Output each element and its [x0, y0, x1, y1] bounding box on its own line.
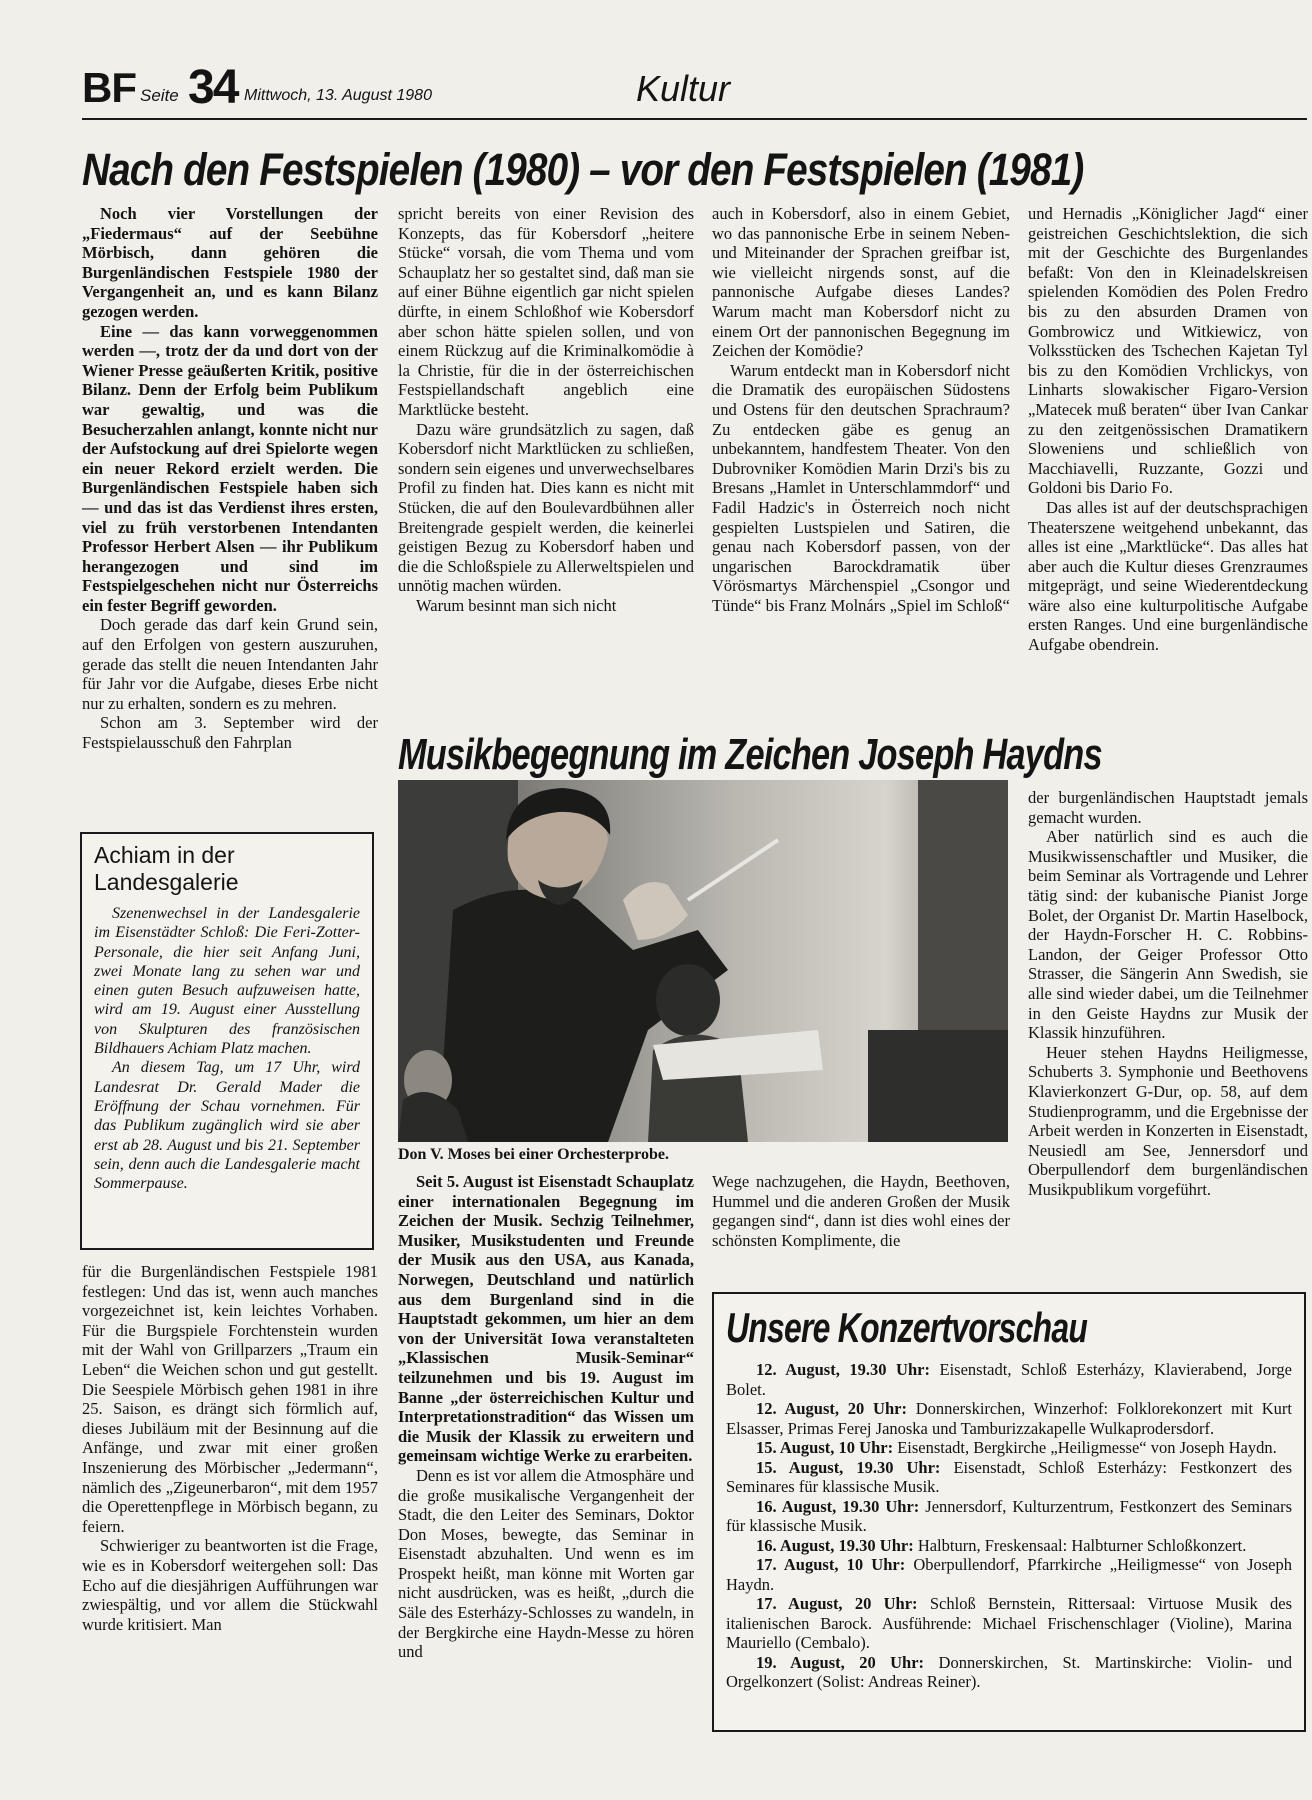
concert-list: [726, 1360, 1292, 1692]
article1-paragraph: Doch gerade das darf kein Grund sein, auf den Erfolgen von gestern auszuruhen, gerade das stellt die neuen Intendanten Jahr für Jahr vor die Aufgabe, dieses Erbe nicht nur zu erhalten, sondern es zu mehren.: [82, 615, 378, 713]
article1-paragraph: Schon am 3. September wird der Festspielausschuß den Fahrplan: [82, 713, 378, 753]
article1-lead2: Eine — das kann vorweggenommen werden —, trotz der da und dort von der Wiener Presse geäußerten Kritik, positive Bilanz. Denn der Erfolg beim Publikum war gewaltig, und was die Besucherzahlen anlangt, konnte nicht nur der Aufstockung auf drei Spielorte wegen ein neuer Rekord erzielt werden. Die Burgenländischen Festspiele haben sich — und das ist das Verdienst ihres ersten, viel zu früh verstorbenen Intendanten Professor Herbert Alsen — ihr Publikum herangezogen und sind im Festspielgeschehen nicht nur Österreichs ein fester Begriff geworden.: [82, 321, 378, 615]
article1-paragraph: und Hernadis „Königlicher Jagd“ einer geistreichen Geschichtslektion, die sich mit der Geschichte des Burgenlandes befaßt: Von den in Kleinadelskreisen spielenden Komödien des Polen Fredro bis zu den absurden Dramen von Gombrowicz und Witkiewicz, von Volksstücken des Tschechen Kajetan Tyl bis zu den Komödien Vrchlickys, von Linharts slowakischer Figaro-Version „Matecek muß beraten“ über Ivan Cankar zu den zeitgenössischen Dramatikern Sloweniens und schließlich von Macchiavelli, Ruzzante, Gozzi und Goldoni bis Dario Fo.: [1028, 204, 1308, 498]
concert-item: [726, 1497, 1292, 1536]
article1-paragraph: Warum entdeckt man in Kobersdorf nicht die Dramatik des europäischen Südostens und Ostens für den deutschen Sprachraum? Zu entdecken gäbe es genug an unbekanntem, handfestem Theater. Von den Dubrovniker Komödien Marin Drzi's bis zu Bresans „Hamlet in Unterschlammdorf“ und Fadil Hadzic's in Österreich noch nicht gespielten Lustspielen und Satiren, die genau nach Kobersdorf passen, von der ungarischen Barockdramatik über Vörösmartys Märchenspiel „Csongor und Tünde“ bis Franz Molnárs „Spiel im Schloß“: [712, 360, 1010, 615]
article1-col2: [398, 204, 694, 615]
concert-date: 17. August, 20 Uhr:: [756, 1594, 918, 1613]
article2-paragraph: Heuer stehen Haydns Heiligmesse, Schuberts 3. Symphonie und Beethovens Klavierkonzert G-Dur, op. 58, auf dem Studienprogramm, und die Ergebnisse der Arbeit werden in Konzerten in Eisenstadt, Neusiedl am See, Jennersdorf und Oberpullendorf dem burgenländischen Musikpublikum vorgeführt.: [1028, 1042, 1308, 1199]
sidebar-box: [80, 832, 374, 1250]
concert-date: 12. August, 19.30 Uhr:: [756, 1360, 930, 1379]
section-title: Kultur: [636, 68, 731, 109]
article1-paragraph: spricht bereits von einer Revision des Konzepts, das für Kobersdorf „heitere Stücke“ vorsah, die vom Thema und vom Schauplatz her so gestaltet sind, daß man sie auf einer Bühne eigentlich gar nicht spielen dürfte, in einem Schloßhof wie Kobersdorf aber schon hätte spielen sollen, und von einem Rückzug auf die Kriminalkomödie à la Christie, für die in der österreichischen Festspiellandschaft angeblich eine Marktlücke besteht.: [398, 204, 694, 419]
article2-colA: [398, 1172, 694, 1662]
concert-date: 16. August, 19.30 Uhr:: [756, 1535, 914, 1555]
photo-caption: Don V. Moses bei einer Orchesterprobe.: [398, 1146, 669, 1163]
concert-details: Eisenstadt, Schloß Esterházy, Klavierabend, Jorge Bolet.: [726, 1360, 1293, 1399]
masthead-rule: [82, 118, 1307, 120]
concert-details: Schloß Bernstein, Rittersaal: Virtuose Musik des italienischen Barock. Ausführende: Michael Frischenschlager (Violine), Marina Mauriello (Cembalo).: [726, 1594, 1293, 1652]
concert-details: Eisenstadt, Schloß Esterházy: Festkonzert des Seminares für klassische Musik.: [726, 1457, 1293, 1496]
article2-paragraph: Denn es ist vor allem die Atmosphäre und die große musikalische Vergangenheit der Stadt, die den Leiter des Seminars, Doktor Don Moses, bewegte, das Seminar in Eisenstadt abzuhalten. Und wenn es im Prospekt heißt, man könne mit Worten gar nicht ausdrücken, was es heißt, „durch die Säle des Esterházy-Schlosses zu wandeln, in der Bergkirche eine Haydn-Messe zu hören und: [398, 1465, 694, 1662]
concert-date: 16. August, 19.30 Uhr:: [756, 1496, 920, 1516]
concert-date: 19. August, 20 Uhr:: [756, 1652, 925, 1672]
sidebar-box-text: [94, 904, 360, 1193]
article2-lead: Seit 5. August ist Eisenstadt Schauplatz einer internationalen Begegnung im Zeichen der Musik. Sechzig Teilnehmer, Musiker, Musikstudenten und Freunde der Musik aus den USA, aus Kanada, Norwegen, Deutschland und natürlich aus dem Burgenland sind in die Hauptstadt gekommen, um hier an dem von der Universität Iowa veranstalteten „Klassischen Musik-Seminar“ teilzunehmen und bis 19. August im Banne „der österreichischen Kultur und Interpretationstradition“ das Wissen um die Musik der Klassik zu erweitern und gemeinsam wichtige Werke zu erarbeiten.: [398, 1172, 694, 1466]
page-number: 34: [188, 61, 238, 114]
concert-details: Eisenstadt, Bergkirche „Heiligmesse“ von Joseph Haydn.: [897, 1438, 1277, 1457]
concert-item: [726, 1399, 1292, 1438]
concert-preview-title: Unsere Konzertvorschau: [726, 1304, 1088, 1351]
article2-paragraph: Aber natürlich sind es auch die Musikwissenschaftler und Musiker, die beim Seminar als Vortragende und Lehrer tätig sind: der kubanische Pianist Jorge Bolet, der Organist Dr. Martin Haselbock, der Haydn-Forscher H. C. Robbins-Landon, der Geiger Professor Otto Strasser, die Sängerin Ann Swedish, sie alle sind wieder dabei, um die Teilnehmer in den Geiste Haydns zur Musik der Klassik hinzuführen.: [1028, 827, 1308, 1043]
concert-item: [726, 1438, 1292, 1458]
concert-item: [726, 1360, 1292, 1399]
article1-paragraph: Schwieriger zu beantworten ist die Frage, wie es in Kobersdorf weitergehen soll: Das Echo auf die diesjährigen Aufführungen war zwiespältig, und vor allem die Stückwahl wurde kritisiert. Man: [82, 1536, 378, 1634]
concert-item: [726, 1653, 1292, 1692]
concert-date: 17. August, 10 Uhr:: [756, 1555, 906, 1574]
article2-paragraph: der burgenländischen Hauptstadt jemals gemacht wurden.: [1028, 788, 1308, 827]
newspaper-logo: BF: [82, 64, 136, 111]
concert-item: [726, 1458, 1292, 1497]
page-label: Seite: [140, 86, 179, 105]
conductor-photo-illustration: [398, 780, 1008, 1142]
article1-paragraph: Warum besinnt man sich nicht: [416, 595, 617, 615]
article2-paragraph: Wege nachzugehen, die Haydn, Beethoven, Hummel und die anderen Großen der Musik gegangen sind“, dann ist dies wohl eines der schönsten Komplimente, die: [712, 1172, 1010, 1250]
concert-details: Donnerskirchen, St. Martinskirche: Violin- und Orgelkonzert (Solist: Andreas Reiner).: [726, 1652, 1293, 1691]
concert-details: Oberpullendorf, Pfarrkirche „Heiligmesse“ von Joseph Haydn.: [726, 1555, 1292, 1594]
concert-date: 15. August, 10 Uhr:: [756, 1438, 894, 1457]
article1-col1-bottom: [82, 1262, 378, 1634]
sidebar-box-title: Achiam in der Landesgalerie: [94, 842, 239, 895]
concert-date: 12. August, 20 Uhr:: [756, 1399, 907, 1418]
concert-details: Donnerskirchen, Winzerhof: Folklorekonzert mit Kurt Elsasser, Primas Ferej Janoska und Tamburizzakapelle Wulkaprodersdorf.: [726, 1399, 1292, 1438]
sidebar-box-paragraph: An diesem Tag, um 17 Uhr, wird Landesrat Dr. Gerald Mader die Eröffnung der Schau vornehmen. Für das Publikum zugänglich wird sie aber erst ab 28. August und bis 21. September sein, denn auch die Landesgalerie macht Sommerpause.: [94, 1059, 360, 1193]
article1-lead: Noch vier Vorstellungen der „Fiedermaus“ auf der Seebühne Mörbisch, dann gehören die Burgenländischen Festspiele 1980 der Vergangenheit an, und es kann Bilanz gezogen werden.: [82, 204, 378, 321]
article1-paragraph: auch in Kobersdorf, also in einem Gebiet, wo das pannonische Erbe in seinem Neben- und Miteinander der Sprachen greifbar ist, wie vielleicht nirgends sonst, auf die pannonische Aufgabe dieses Landes? Warum macht man Kobersdorf nicht zu einem Ort der pannonischen Begegnung im Zeichen der Komödie?: [712, 204, 1010, 361]
main-headline: Nach den Festspielen (1980) – vor den Festspielen (1981): [82, 144, 1084, 195]
concert-date: 15. August, 19.30 Uhr:: [756, 1457, 941, 1477]
article1-col4: [1028, 204, 1308, 704]
article2-headline: Musikbegegnung im Zeichen Joseph Haydns: [398, 730, 1102, 779]
concert-details: Jennersdorf, Kulturzentrum, Festkonzert des Seminars für klassische Musik.: [726, 1496, 1293, 1535]
concert-item: [726, 1594, 1292, 1653]
article1-col1-top: [82, 204, 378, 753]
concert-preview-box: [712, 1292, 1306, 1732]
article1-paragraph: Das alles ist auf der deutschsprachigen Theaterszene weitgehend unbekannt, das alles ist eine „Marktlücke“. Das alles hat aber auch die Kultur dieses Grenzraumes mitgeprägt, und seine Wiederentdeckung wäre also eine kulturpolitische Aufgabe ersten Ranges. Und eine burgenländische Aufgabe obendrein.: [1028, 497, 1308, 655]
article1-paragraph: Dazu wäre grundsätzlich zu sagen, daß Kobersdorf nicht Marktlücken zu schließen, sondern sein eigenes und unverwechselbares Profil zu finden hat. Dies kann es nicht mit Stücken, die auf den Boulevardbühnen aller Breitengrade gespielt werden, die keinerlei geistigen Bezug zu Kobersdorf haben und die die Schloßspiele zu Allerweltspielen und unnötig machen würden.: [398, 419, 694, 596]
article1-paragraph: für die Burgenländischen Festspiele 1981 festlegen: Und das ist, wenn auch manches vorgezeichnet ist, kein leichtes Vorhaben. Für die Burgspiele Forchtenstein wurden mit der Wahl von Grillparzers „Traum ein Leben“ die Weichen schon und gut gestellt. Die Seespiele Mörbisch gehen 1981 in ihre 25. Saison, es drängt sich förmlich auf, dieses Jubiläum mit der Besinnung auf die Anfänge, und zwar mit einer großen Inszenierung des Mörbischer „Jedermann“, nämlich des „Zigeunerbaron“, mit dem 1957 die Operettenpflege in Mörbisch begann, zu feiern.: [82, 1262, 378, 1536]
concert-details: Halbturn, Freskensaal: Halbturner Schloßkonzert.: [917, 1535, 1247, 1555]
article2-colB: [712, 1172, 1010, 1250]
concert-item: [726, 1555, 1292, 1594]
issue-date: Mittwoch, 13. August 1980: [244, 87, 432, 104]
sidebar-box-paragraph: Szenenwechsel in der Landesgalerie im Eisenstädter Schloß: Die Feri-Zotter-Personale, die hier seit Anfang Juni, zwei Monate lang zu sehen war und einen guten Besuch aufzuweisen hatte, wird am 19. August einer Ausstellung von Skulpturen des französischen Bildhauers Achiam Platz machen.: [94, 905, 360, 1058]
article2-colC: [1028, 788, 1308, 1268]
concert-item: [726, 1536, 1292, 1556]
conductor-photo: [398, 780, 1008, 1142]
article1-col3: [712, 204, 1010, 615]
